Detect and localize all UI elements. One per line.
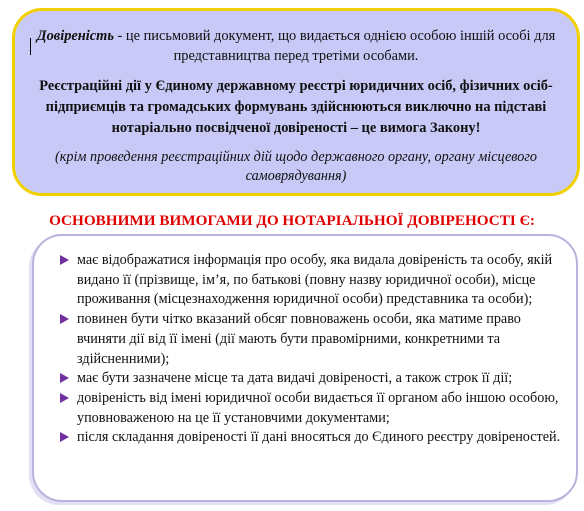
registration-statement: Реєстраційні дії у Єдиному державному реєстрі юридичних осіб, фізичних осіб-підприємців та громадських формувань здійснюються виключно на підставі нотаріально посвідченої довіреності – це вимога Закону! <box>39 78 553 136</box>
definition-text: - це письмовий документ, що видається однією особою іншій особі для представництва перед третіми особами. <box>113 28 556 64</box>
list-item-text: повинен бути чітко вказаний обсяг повноважень особи, яка матиме право вчиняти дії від її імені (дії мають бути правомірними, конкретними та здійсненними); <box>77 311 521 367</box>
requirements-list <box>62 251 562 448</box>
arrow-bullet-icon <box>60 432 69 442</box>
list-item-text: після складання довіреності її дані вносяться до Єдиного реєстру довіреностей. <box>77 429 561 446</box>
arrow-bullet-icon <box>60 393 69 403</box>
arrow-bullet-icon <box>60 255 69 265</box>
list-item-text: має бути зазначене місце та дата видачі довіреності, а також строк її дії; <box>77 370 513 387</box>
list-item <box>62 310 562 369</box>
list-item-text: довіреність від імені юридичної особи видається її органом або іншою особою, уповноваженою на це її установчими документами; <box>77 389 559 426</box>
list-item <box>62 428 562 448</box>
definition-paragraph <box>35 26 557 66</box>
list-item-text: має відображатися інформація про особу, яка видала довіреність та особу, якій видано її (прізвище, ім’я, по батькові (повну назву юридичної особи), місце проживання (місцезнаходження юридичної особи) представника та особи); <box>77 252 553 308</box>
requirements-title: ОСНОВНИМИ ВИМОГАМИ ДО НОТАРІАЛЬНОЇ ДОВІРЕНОСТІ Є: <box>49 212 535 229</box>
requirements-panel <box>32 234 578 502</box>
definition-term: Довіреність <box>36 28 114 44</box>
text-cursor <box>30 38 31 55</box>
list-item <box>62 389 562 428</box>
arrow-bullet-icon <box>60 314 69 324</box>
exception-note: (крім проведення реєстраційних дій щодо державного органу, органу місцевого самоврядування) <box>55 149 537 184</box>
definition-panel <box>12 8 580 196</box>
list-item <box>62 251 562 310</box>
list-item <box>62 369 562 389</box>
arrow-bullet-icon <box>60 373 69 383</box>
